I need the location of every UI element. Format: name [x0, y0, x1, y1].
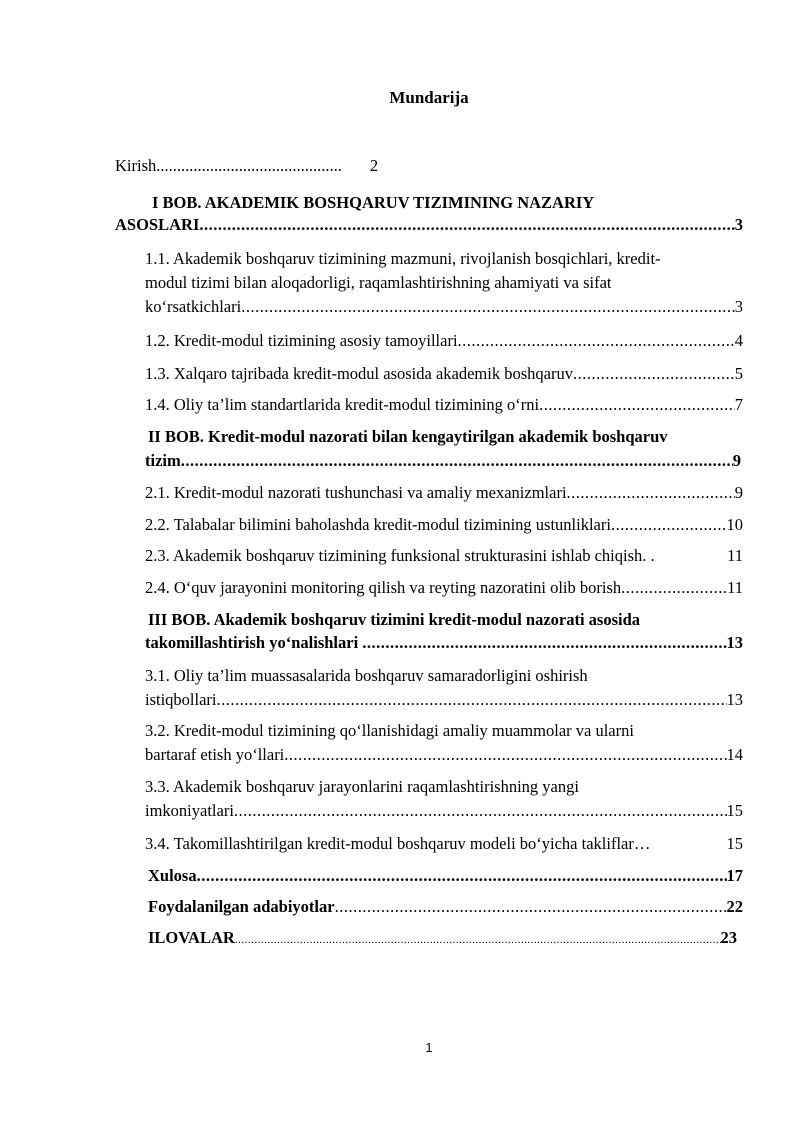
toc-leader [573, 364, 735, 384]
toc-section-1-3 [145, 364, 743, 384]
toc-section-3-3-page: 15 [726, 801, 743, 820]
toc-section-3-1-entry [145, 690, 743, 710]
toc-entry-references [148, 897, 743, 917]
toc-section-1-4-page: 7 [734, 395, 743, 414]
toc-entry-intro [115, 156, 378, 176]
toc-chapter-3-page: 13 [726, 633, 743, 652]
toc-section-1-1-entry [145, 297, 743, 317]
toc-section-3-2-line1: 3.2. Kredit-modul tizimining qo‘llanishidagi amaliy muammolar va ularni [145, 721, 634, 740]
toc-section-2-3 [145, 546, 743, 566]
toc-appendix-label: ILOVALAR [148, 928, 235, 947]
toc-leader [567, 483, 735, 503]
toc-section-1-4 [145, 395, 743, 415]
toc-section-1-2-text: 1.2. Kredit-modul tizimining asosiy tamoyillari [145, 331, 458, 350]
toc-leader [217, 690, 727, 710]
toc-references-label: Foydalanilgan adabiyotlar [148, 897, 335, 916]
toc-section-3-3-entry [145, 801, 743, 821]
toc-section-1-3-text: 1.3. Xalqaro tajribada kredit-modul asosida akademik boshqaruv [145, 364, 573, 383]
toc-intro-label: Kirish [115, 156, 157, 175]
toc-chapter-1-title-cont: ASOSLARI [115, 215, 200, 234]
toc-section-2-2 [145, 515, 743, 535]
toc-leader [284, 745, 726, 765]
toc-appendix-page: 23 [720, 928, 737, 947]
toc-section-2-2-text: 2.2. Talabalar bilimini baholashda kredit-modul tizimining ustunliklari [145, 515, 611, 534]
toc-chapter-2-page: 9 [732, 451, 741, 470]
toc-section-1-2-page: 4 [734, 331, 743, 350]
toc-section-1-1-line3: ko‘rsatkichlari [145, 297, 242, 316]
toc-section-1-1-line1: 1.1. Akademik boshqaruv tizimining mazmuni, rivojlanish bosqichlari, kredit- [145, 249, 661, 268]
toc-chapter-3-entry [145, 633, 743, 653]
toc-title: Mundarija [389, 88, 469, 107]
toc-chapter-1-entry [115, 215, 743, 235]
toc-leader [234, 801, 727, 821]
toc-section-3-4-page: 15 [726, 834, 743, 853]
toc-section-2-3-text: 2.3. Akademik boshqaruv tizimining funksional strukturasini ishlab chiqish. . [145, 546, 655, 565]
toc-conclusion-label: Xulosa [148, 866, 197, 885]
toc-section-2-1-page: 9 [734, 483, 743, 502]
toc-section-3-3-line2: imkoniyatlari [145, 801, 234, 820]
toc-leader [362, 633, 726, 653]
toc-section-3-2-page: 14 [726, 745, 743, 764]
toc-leader [621, 578, 727, 598]
toc-leader [335, 897, 727, 917]
toc-chapter-1-page: 3 [734, 215, 743, 234]
toc-section-3-2-line2: bartaraf etish yo‘llari [145, 745, 285, 764]
toc-leader [611, 515, 727, 535]
toc-chapter-2-title-cont: tizim [145, 451, 181, 470]
toc-references-page: 22 [726, 897, 743, 916]
toc-section-2-2-page: 10 [726, 515, 743, 534]
toc-section-2-4-page: 11 [727, 578, 743, 597]
toc-section-1-1-page: 3 [734, 297, 743, 316]
toc-leader [199, 215, 734, 235]
toc-section-3-1-line1: 3.1. Oliy ta’lim muassasalarida boshqaruv samaradorligini oshirish [145, 666, 588, 685]
page-number: 1 [425, 1040, 433, 1055]
toc-leader [181, 451, 733, 471]
toc-section-3-2-entry [145, 745, 743, 765]
toc-section-3-4-text: 3.4. Takomillashtirilgan kredit-modul boshqaruv modeli bo‘yicha takliflar… [145, 834, 651, 853]
toc-intro-dots: ............................................. [156, 156, 342, 175]
toc-section-3-1-line2: istiqbollari [145, 690, 217, 709]
toc-section-2-1-text: 2.1. Kredit-modul nazorati tushunchasi va amaliy mexanizmlari [145, 483, 567, 502]
toc-section-1-2 [145, 331, 743, 351]
toc-section-2-3-page: 11 [727, 546, 743, 565]
toc-section-1-1-line2: modul tizimi bilan aloqadorligi, raqamlashtirishning ahamiyati va sifat [145, 273, 612, 292]
toc-chapter-3-title: III BOB. Akademik boshqaruv tizimini kredit-modul nazorati asosida [148, 610, 641, 629]
toc-section-2-1 [145, 483, 743, 503]
toc-entry-conclusion [148, 866, 743, 886]
toc-chapter-2-entry [145, 451, 741, 471]
toc-section-1-3-page: 5 [734, 364, 743, 383]
toc-chapter-1-title: I BOB. AKADEMIK BOSHQARUV TIZIMINING NAZARIY [152, 193, 595, 212]
toc-section-3-1-page: 13 [726, 690, 743, 709]
toc-leader [197, 866, 727, 886]
toc-chapter-2-title: II BOB. Kredit-modul nazorati bilan kengaytirilgan akademik boshqaruv [148, 427, 668, 446]
toc-section-3-4 [145, 834, 743, 854]
toc-leader [458, 331, 735, 351]
toc-chapter-3-title-cont: takomillashtirish yo‘nalishlari [145, 633, 363, 652]
toc-conclusion-page: 17 [726, 866, 743, 885]
toc-intro-page: 2 [369, 156, 379, 175]
toc-section-2-4 [145, 578, 743, 598]
toc-entry-appendix [148, 928, 737, 950]
toc-leader [539, 395, 735, 415]
toc-section-2-4-text: 2.4. O‘quv jarayonini monitoring qilish va reyting nazoratini olib borish [145, 578, 622, 597]
toc-leader [241, 297, 735, 317]
toc-leader [235, 930, 721, 950]
toc-section-3-3-line1: 3.3. Akademik boshqaruv jarayonlarini raqamlashtirishning yangi [145, 777, 579, 796]
toc-section-1-4-text: 1.4. Oliy ta’lim standartlarida kredit-modul tizimining o‘rni [145, 395, 540, 414]
